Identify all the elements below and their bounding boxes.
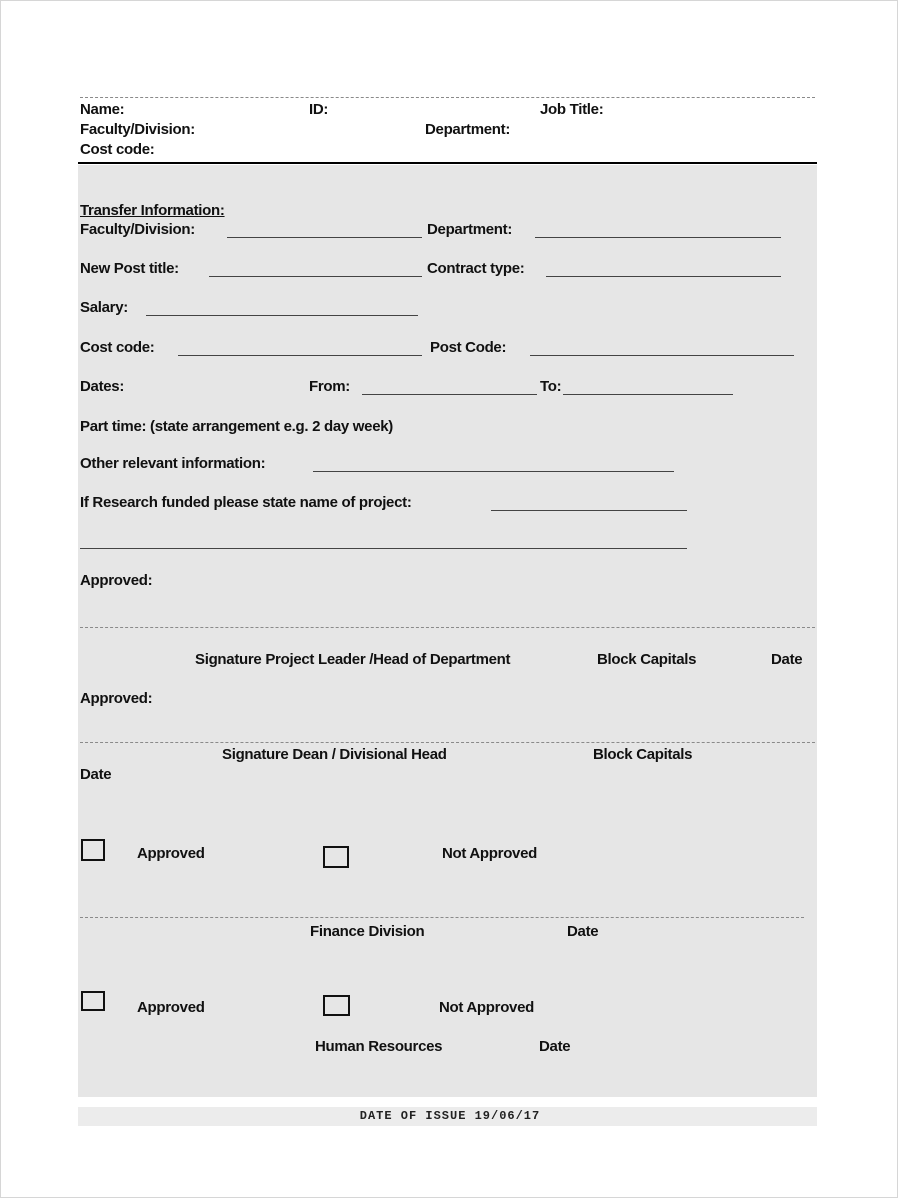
to-field[interactable] [563, 394, 733, 395]
salary-label: Salary: [80, 299, 128, 316]
approval1-date-caption: Date [771, 651, 803, 668]
form-body [78, 165, 817, 1097]
to-label: To: [540, 378, 562, 395]
transfer-faculty-field[interactable] [227, 237, 422, 238]
transfer-faculty-label: Faculty/Division: [80, 221, 195, 238]
name-label: Name: [80, 101, 125, 118]
approval2-signature-line[interactable] [80, 742, 815, 743]
from-label: From: [309, 378, 350, 395]
contract-type-field[interactable] [546, 276, 781, 277]
approval2-date-caption: Date [80, 766, 112, 783]
department-label: Department: [425, 121, 511, 138]
hr-approved-label: Approved [137, 999, 205, 1016]
contract-type-label: Contract type: [427, 260, 525, 277]
transfer-cost-code-label: Cost code: [80, 339, 155, 356]
finance-date-caption: Date [567, 923, 599, 940]
dates-label: Dates: [80, 378, 125, 395]
hr-date-caption: Date [539, 1038, 571, 1055]
transfer-department-label: Department: [427, 221, 513, 238]
other-info-label: Other relevant information: [80, 455, 266, 472]
research-field[interactable] [491, 510, 687, 511]
approval2-signature-caption: Signature Dean / Divisional Head [222, 746, 447, 763]
header-divider [78, 162, 817, 164]
finance-not-approved-checkbox[interactable] [323, 846, 349, 868]
finance-division-caption: Finance Division [310, 923, 425, 940]
job-title-label: Job Title: [540, 101, 604, 118]
transfer-department-field[interactable] [535, 237, 781, 238]
hr-division-caption: Human Resources [315, 1038, 443, 1055]
from-field[interactable] [362, 394, 537, 395]
other-info-field[interactable] [313, 471, 674, 472]
cost-code-label: Cost code: [80, 141, 155, 158]
id-label: ID: [309, 101, 329, 118]
approval1-label: Approved: [80, 572, 153, 589]
new-post-field[interactable] [209, 276, 422, 277]
approval2-label: Approved: [80, 690, 153, 707]
approval1-signature-caption: Signature Project Leader /Head of Department [195, 651, 511, 668]
date-of-issue: DATE OF ISSUE 19/06/17 [359, 1109, 541, 1123]
post-code-field[interactable] [530, 355, 794, 356]
new-post-label: New Post title: [80, 260, 179, 277]
part-time-label: Part time: (state arrangement e.g. 2 day week) [80, 418, 393, 435]
transfer-heading: Transfer Information: [80, 202, 225, 219]
finance-approved-checkbox[interactable] [81, 839, 105, 861]
hr-approved-checkbox[interactable] [81, 991, 105, 1011]
faculty-label: Faculty/Division: [80, 121, 195, 138]
finance-not-approved-label: Not Approved [442, 845, 538, 862]
research-label: If Research funded please state name of project: [80, 494, 412, 511]
transfer-cost-code-field[interactable] [178, 355, 422, 356]
approval1-signature-line[interactable] [80, 627, 815, 628]
approval1-block-capitals-caption: Block Capitals [597, 651, 697, 668]
finance-signature-line[interactable] [80, 917, 804, 918]
finance-approved-label: Approved [137, 845, 205, 862]
research-field-line-2[interactable] [80, 548, 687, 549]
approval2-block-capitals-caption: Block Capitals [593, 746, 693, 763]
post-code-label: Post Code: [430, 339, 507, 356]
hr-not-approved-checkbox[interactable] [323, 995, 350, 1016]
hr-not-approved-label: Not Approved [439, 999, 535, 1016]
top-rule [80, 97, 815, 98]
salary-field[interactable] [146, 315, 418, 316]
